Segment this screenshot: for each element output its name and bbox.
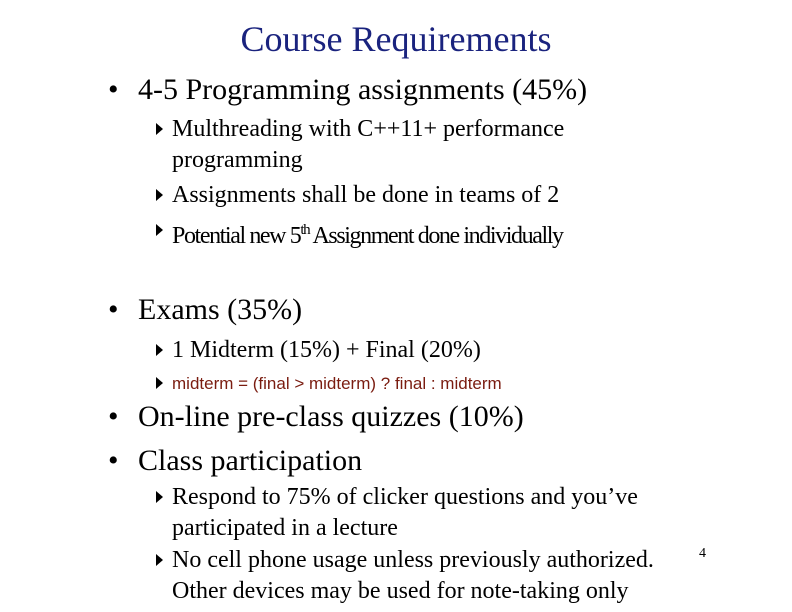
bullet-text: On-line pre-class quizzes (10%) (138, 400, 524, 433)
arrow-bullet-icon (153, 482, 167, 513)
sub-bullet-text-post: Assignment done individually (309, 223, 563, 249)
sub-bullet-text: Multhreading with C++11+ performance (172, 116, 565, 142)
sub-bullet-text (172, 215, 563, 252)
sub-bullet-text: 1 Midterm (15%) + Final (20%) (172, 337, 481, 363)
sub-bullet-text: participated in a lecture (172, 515, 398, 541)
sub-bullet-text: programming (172, 147, 303, 173)
bullet-marker: • (108, 400, 119, 433)
sub-bullet-text-pre: Potential new 5 (172, 223, 301, 249)
sub-bullet-text: Respond to 75% of clicker questions and you’ve (172, 484, 638, 510)
sub-bullet-text: Assignments shall be done in teams of 2 (172, 182, 560, 208)
arrow-bullet-icon (153, 368, 167, 399)
arrow-bullet-icon (153, 114, 167, 145)
page-number: 4 (699, 546, 706, 561)
arrow-bullet-icon (153, 215, 167, 246)
sub-bullet-text: No cell phone usage unless previously authorized. (172, 547, 654, 573)
bullet-marker: • (108, 444, 119, 477)
superscript-th: th (300, 222, 310, 238)
bullet-text: 4-5 Programming assignments (45%) (138, 73, 588, 106)
arrow-bullet-icon (153, 335, 167, 366)
arrow-bullet-icon (153, 545, 167, 576)
bullet-marker: • (108, 73, 119, 106)
sub-bullet-text: midterm = (final > midterm) ? final : midterm (172, 374, 502, 393)
sub-bullet-text: Other devices may be used for note-taking only (172, 578, 629, 604)
arrow-bullet-icon (153, 180, 167, 211)
bullet-marker: • (108, 293, 119, 326)
bullet-text: Exams (35%) (138, 293, 303, 326)
bullet-text: Class participation (138, 444, 363, 477)
slide-title: Course Requirements (240, 19, 552, 59)
